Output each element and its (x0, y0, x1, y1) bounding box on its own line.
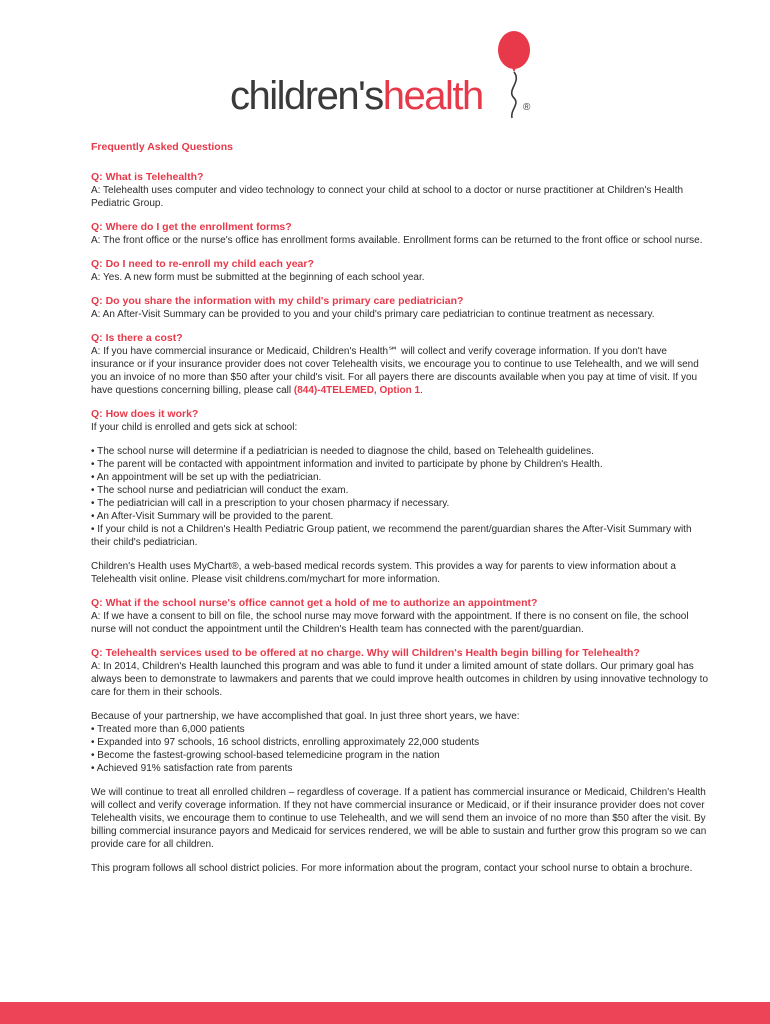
list-item: • An After-Visit Summary will be provided to the parent. (91, 511, 334, 522)
faq-item-share-information (91, 295, 711, 321)
how-intro: If your child is enrolled and gets sick at school: (91, 422, 298, 433)
list-item: • The school nurse will determine if a pediatrician is needed to diagnose the child, based on Telehealth guidelines. (91, 446, 594, 457)
closing-paragraph: This program follows all school district policies. For more information about the program, contact your school nurse to obtain a brochure. (91, 863, 693, 874)
faq-question: Q: Is there a cost? (91, 332, 183, 344)
footer-bar (0, 1002, 770, 1024)
faq-answer: A: In 2014, Children's Health launched this program and was able to fund it under a limited amount of state dollars. Our primary goal has always been to demonstrate to lawmakers and parents that we could improve health outcomes in children by using innovative technology to care for them in their schools. (91, 661, 709, 698)
faq-question: Q: Telehealth services used to be offered at no charge. Why will Children's Health begin billing for Telehealth? (91, 647, 640, 659)
cost-answer-end: . (420, 385, 423, 396)
faq-answer: A: An After-Visit Summary can be provided to you and your child's primary care pediatrician to continue treatment as necessary. (91, 309, 655, 320)
partnership-intro: Because of your partnership, we have accomplished that goal. In just three short years, we have: (91, 711, 520, 722)
logo-wordmark (230, 76, 483, 116)
list-item: • Treated more than 6,000 patients (91, 724, 245, 735)
mychart-paragraph: Children's Health uses MyChart®, a web-based medical records system. This provides a way for parents to view information about a Telehealth visit online. Please visit childrens.com/mychart for more information. (91, 561, 676, 585)
faq-answer: A: The front office or the nurse's office has enrollment forms available. Enrollment forms can be returned to the front office or school nurse. (91, 235, 703, 246)
faq-answer: A: Yes. A new form must be submitted at the beginning of each school year. (91, 272, 425, 283)
list-item: • The pediatrician will call in a prescription to your chosen pharmacy if necessary. (91, 498, 450, 509)
faq-question: Q: How does it work? (91, 408, 199, 420)
faq-item-how-it-works (91, 408, 711, 586)
faq-item-re-enroll (91, 258, 711, 284)
logo-wordmark-part1: children's (230, 74, 383, 118)
registered-mark: ® (523, 102, 531, 113)
faq-content (91, 141, 711, 886)
list-item: • If your child is not a Children's Health Pediatric Group patient, we recommend the parent/guardian shares the After-Visit Summary with their child's pediatrician. (91, 524, 692, 548)
faq-answer: A: Telehealth uses computer and video technology to connect your child at school to a doctor or nurse practitioner at Children's Health Pediatric Group. (91, 185, 684, 209)
faq-answer: A: If we have a consent to bill on file, the school nurse may move forward with the appointment. If there is no consent on file, the school nurse will not conduct the appointment until the Children's Health team has connected with the parent/guardian. (91, 611, 689, 635)
faq-question: Q: Do I need to re-enroll my child each year? (91, 258, 314, 270)
faq-item-cost (91, 332, 711, 397)
list-item: • Become the fastest-growing school-based telemedicine program in the nation (91, 750, 440, 761)
billing-phone-number: (844)-4TELEMED, Option 1 (293, 385, 421, 396)
faq-answer (91, 345, 711, 397)
faq-item-consent (91, 597, 711, 636)
list-item: • Achieved 91% satisfaction rate from parents (91, 763, 293, 774)
list-item: • The parent will be contacted with appointment information and invited to participate by phone by Children's Health. (91, 459, 603, 470)
cost-answer-text: A: If you have commercial insurance or Medicaid, Children's Health℠ will collect and verify coverage information. If you don't have insurance or if your insurance provider does not cover Telehealth visits, we encourage you to continue to use Telehealth, and we will send you an invoice of no more than $50 after your child's visit. For all payers there are discounts available when you pay at time of visit. If you have questions concerning billing, please call (91, 346, 699, 396)
logo-wordmark-part2: health (382, 74, 483, 118)
faq-question: Q: What is Telehealth? (91, 171, 204, 183)
faq-item-what-is-telehealth (91, 171, 711, 210)
continue-paragraph: We will continue to treat all enrolled children – regardless of coverage. If a patient has commercial insurance or Medicaid, Children's Health will collect and verify coverage information. If they not have commercial insurance or Medicaid, or if their insurance provider does not cover Telehealth visits, we encourage them to continue to use Telehealth, and we will send them an invoice of no more than $50 after the visit. By billing commercial insurance payors and Medicaid for services rendered, we will be able to sustain and further grow this program so we can provide care for all children. (91, 787, 707, 850)
list-item: • An appointment will be set up with the pediatrician. (91, 472, 322, 483)
faq-question: Q: Where do I get the enrollment forms? (91, 221, 292, 233)
how-steps-list (91, 445, 711, 549)
faq-item-enrollment-forms (91, 221, 711, 247)
list-item: • Expanded into 97 schools, 16 school districts, enrolling approximately 22,000 students (91, 737, 480, 748)
list-item: • The school nurse and pediatrician will conduct the exam. (91, 485, 349, 496)
achievements-list (91, 723, 711, 775)
faq-question: Q: What if the school nurse's office cannot get a hold of me to authorize an appointment? (91, 597, 538, 609)
faq-heading: Frequently Asked Questions (91, 141, 233, 153)
balloon-icon (492, 30, 542, 122)
faq-item-billing (91, 647, 711, 699)
faq-question: Q: Do you share the information with my child's primary care pediatrician? (91, 295, 464, 307)
childrens-health-logo (230, 30, 550, 125)
